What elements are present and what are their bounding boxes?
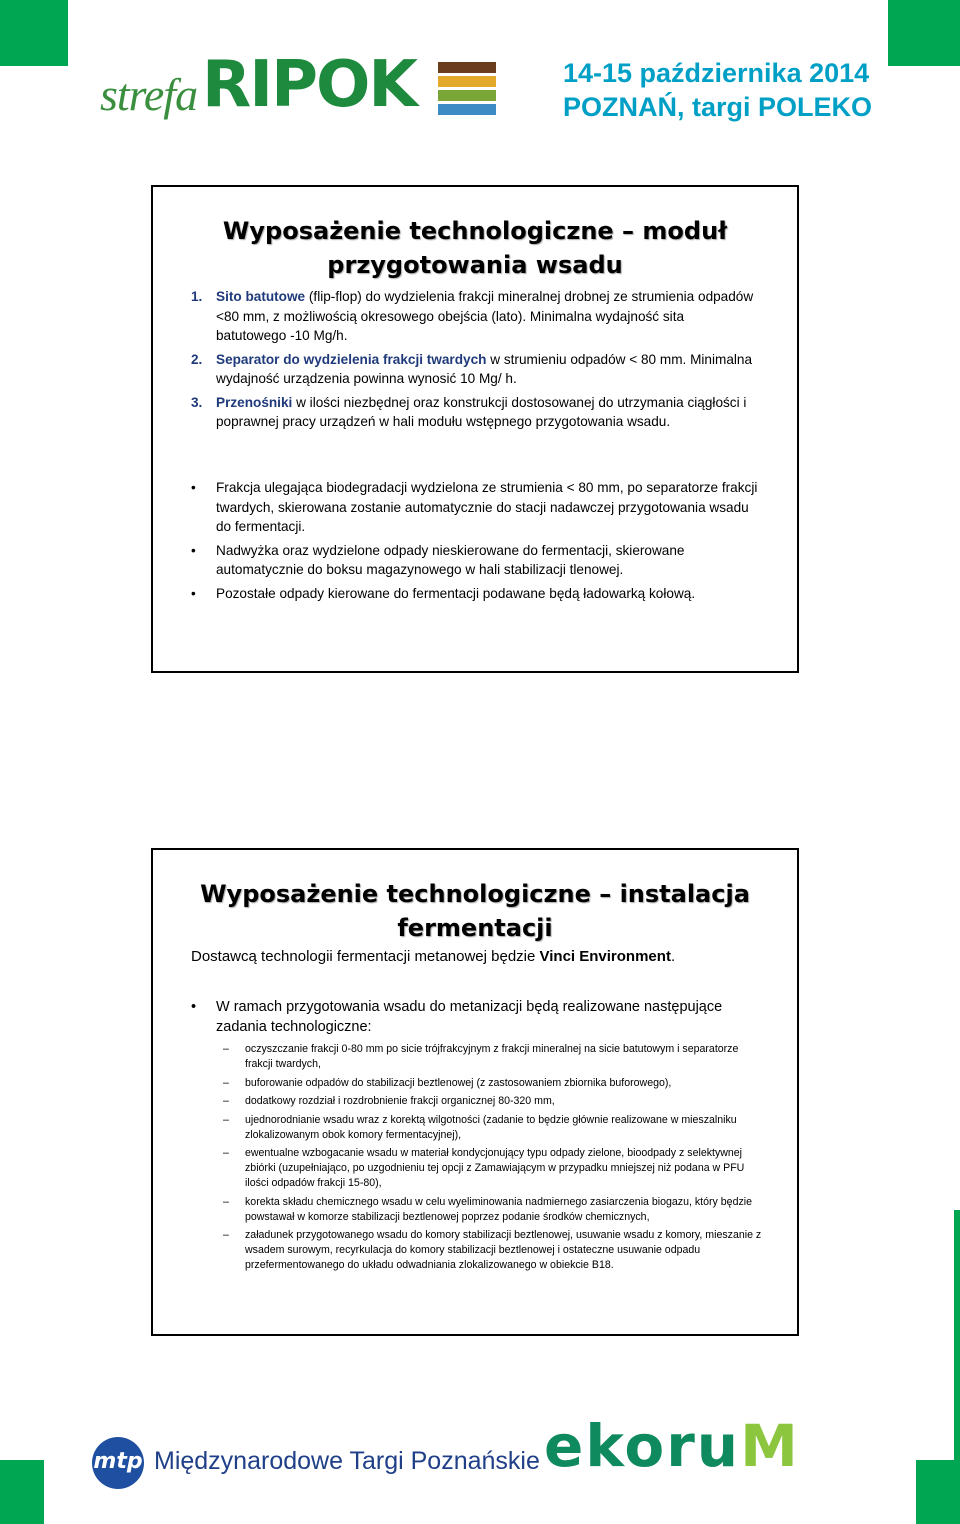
list-item (191, 541, 767, 580)
list-item (191, 393, 757, 432)
item-text: w strumieniu odpadów < 80 mm. Minimalna wydajność urządzenia powinna wynosić 10 Mg/ h. (216, 351, 753, 386)
ekorum-text: ekoru (544, 1412, 741, 1480)
list-item (223, 1076, 767, 1091)
logo-strefa-text: strefa (100, 69, 198, 120)
tasks-sub-list (223, 1042, 767, 1277)
equipment-numbered-list (191, 287, 757, 436)
list-item (223, 1195, 767, 1225)
dash-icon: – (223, 1195, 229, 1208)
sub-item-text: ewentualne wzbogacanie wsadu w materiał kondycjonujący typu odpady zielone, bioodpady z selektywnej zbiórki (uzupełniająco, po uzgodnieniu tej opcji z Zamawiającym w przypadku mniejszej niż podana w PFU ilości odpadów frakcji 15-80), (245, 1147, 745, 1189)
list-item (223, 1113, 767, 1143)
dash-icon: – (223, 1043, 229, 1055)
sub-item-text: dodatkowy rozdział i rozdrobnienie frakcji organicznej 80-320 mm, (245, 1095, 555, 1107)
item-number: 3. (191, 394, 203, 410)
event-info (563, 56, 872, 124)
slide-fermentation-installation (151, 848, 799, 1336)
dash-icon: – (223, 1113, 229, 1126)
corner-top-right (888, 0, 960, 66)
mtp-globe-icon (92, 1437, 144, 1489)
sub-item-text: buforowanie odpadów do stabilizacji beztlenowej (z zastosowaniem zbiornika buforowego), (245, 1076, 672, 1089)
item-number: 1. (191, 289, 203, 304)
sub-item-text: ujednorodnianie wsadu wraz z korektą wilgotności (zadanie to będzie głównie realizowane w mieszalniku zlokalizowanym obok komory fermentacyjnej), (245, 1113, 737, 1141)
slide1-bullet-list (191, 478, 767, 607)
slide2-bullet-list (191, 998, 767, 1041)
item-lead: Separator do wydzielenia frakcji twardych (216, 351, 487, 367)
event-dates: 14-15 października 2014 (562, 58, 870, 88)
list-item (191, 584, 767, 604)
bullet-text: W ramach przygotowania wsadu do metanizacji będą realizowane następujące zadania technologiczne: (216, 999, 723, 1035)
list-item (191, 350, 757, 389)
list-item (191, 478, 767, 537)
list-item (223, 1042, 767, 1072)
dash-icon: – (223, 1095, 229, 1107)
slide1-title-line1: Wyposażenie technologiczne – moduł (222, 217, 728, 245)
strefa-ripok-logo (100, 48, 500, 132)
sub-item-text: załadunek przygotowanego wsadu do komory stabilizacji beztlenowej, usuwanie wsadu z komory, mieszanie z wsadem surowym, recyrkulacja do komory stabilizacji beztlenowej i ostateczne usuwanie odpadu przefermentowanego do układu odwadniania zlokalizowanego w obiekcie B18. (245, 1229, 762, 1271)
corner-bottom-right (916, 1460, 960, 1524)
mtp-name: Międzynarodowe Targi Poznańskie (154, 1447, 540, 1475)
event-place: POZNAŃ, targi POLEKO (562, 92, 872, 122)
bullet-icon: • (191, 999, 197, 1015)
item-lead: Sito batutowe (216, 289, 306, 304)
dash-icon: – (223, 1147, 229, 1159)
list-item (191, 998, 767, 1037)
edge-right-strip (954, 1210, 960, 1460)
corner-bottom-left (0, 1460, 44, 1524)
corner-top-left (0, 0, 68, 66)
slide2-title-line2: fermentacji (397, 914, 553, 942)
list-item (223, 1228, 767, 1273)
ekorum-m-icon: M (740, 1412, 800, 1480)
list-item (191, 287, 757, 346)
bullet-text: Frakcja ulegająca biodegradacji wydzielona ze strumienia < 80 mm, po separatorze frakcji twardych, skierowana zostanie automatycznie do stacji nadawczej przygotowania wsadu do fermentacji. (216, 480, 758, 534)
dash-icon: – (223, 1229, 229, 1241)
slide2-title (153, 877, 797, 945)
intro-text: Dostawcą technologii fermentacji metanowej będzie (191, 948, 540, 965)
mtp-mark: mtp (93, 1449, 143, 1474)
dash-icon: – (223, 1076, 229, 1089)
logo-ripok-text: RIPOK (202, 48, 416, 122)
item-number: 2. (191, 351, 203, 367)
bullet-icon: • (191, 542, 196, 558)
slide-preparation-module (151, 185, 799, 673)
list-item (223, 1146, 767, 1191)
bullet-text: Nadwyżka oraz wydzielone odpady nieskierowane do fermentacji, skierowane automatycznie do boksu magazynowego w hali stabilizacji tlenowej. (216, 542, 685, 577)
supplier-intro (191, 947, 767, 967)
bullet-icon: • (191, 585, 196, 601)
sub-item-text: oczyszczanie frakcji 0-80 mm po sicie trójfrakcyjnym z frakcji mineralnej na sicie batutowym i separatorze frakcji twardych, (245, 1043, 739, 1070)
supplier-name: Vinci Environment (539, 948, 671, 965)
mtp-logo (92, 1437, 542, 1493)
item-text: w ilości niezbędnej oraz konstrukcji dostosowanej do utrzymania ciągłości i poprawnej pracy urządzeń w hali modułu wstępnego przygotowania wsadu. (216, 394, 747, 429)
slide1-title-line2: przygotowania wsadu (327, 251, 623, 279)
bullet-icon: • (191, 480, 196, 495)
sub-item-text: korekta składu chemicznego wsadu w celu wyeliminowania nadmiernego zasiarczenia biogazu, który będzie powstawał w komorze stabilizacji beztlenowej poprzez podanie środków chemicznych, (245, 1195, 752, 1223)
logo-stripes-icon (438, 62, 496, 116)
ekorum-logo (544, 1412, 800, 1480)
slide1-title (153, 214, 797, 282)
item-lead: Przenośniki (216, 394, 293, 410)
item-text: (flip-flop) do wydzielenia frakcji mineralnej drobnej ze strumienia odpadów <80 mm, z możliwością okresowego obejścia (lato). Minimalna wydajność sita batutowego -10 Mg/h. (216, 289, 754, 343)
slide2-title-line1: Wyposażenie technologiczne – instalacja (200, 880, 750, 908)
intro-end: . (670, 948, 676, 965)
list-item (223, 1094, 767, 1109)
bullet-text: Pozostałe odpady kierowane do fermentacji podawane będą ładowarką kołową. (216, 585, 696, 601)
